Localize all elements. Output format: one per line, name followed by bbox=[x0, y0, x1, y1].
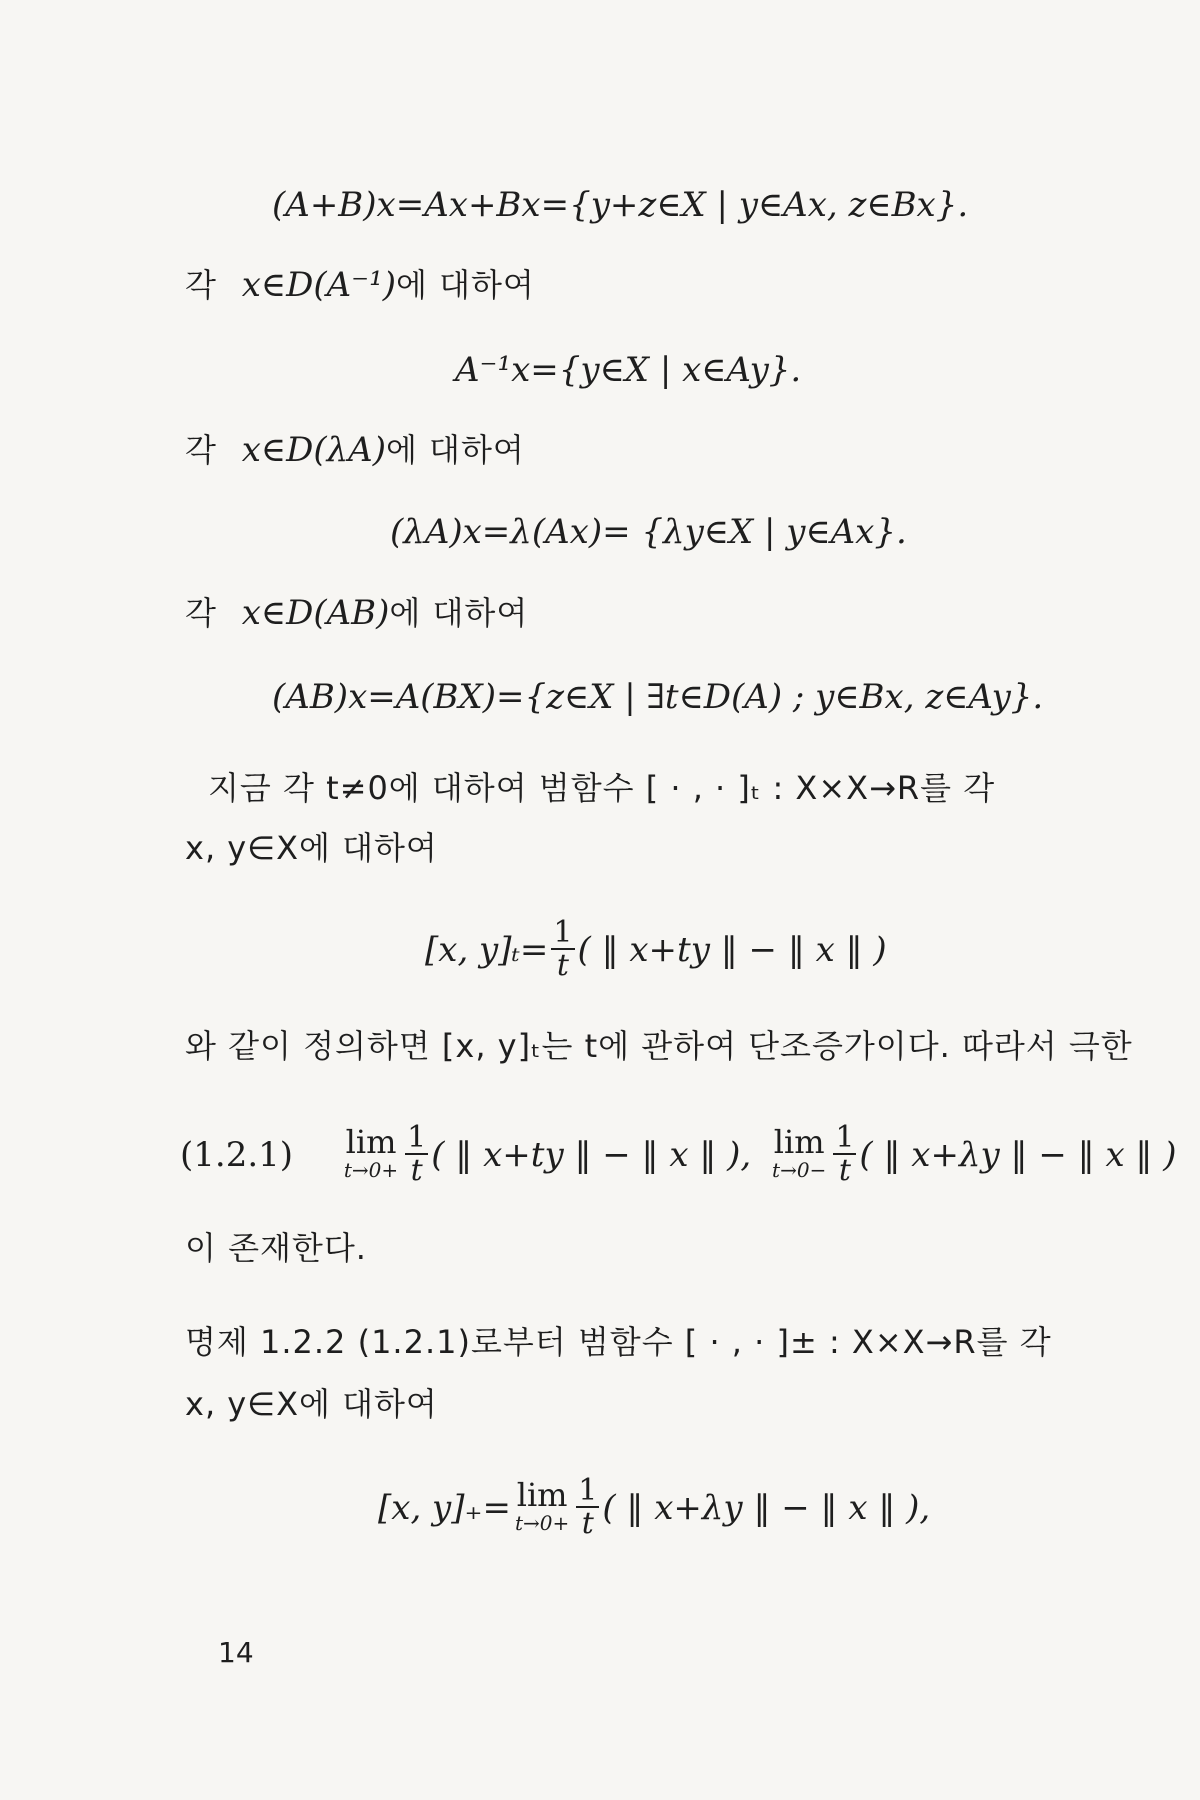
paragraph-definition-cont: x, y∈X에 대하여 bbox=[185, 829, 438, 867]
text-line-product-domain bbox=[185, 593, 529, 633]
lim-text: lim bbox=[516, 1476, 568, 1514]
fraction bbox=[551, 915, 574, 983]
limit-operator-minus bbox=[772, 1123, 827, 1183]
paragraph-existence: 이 존재한다. bbox=[185, 1229, 367, 1267]
limit-operator-plus bbox=[343, 1123, 399, 1183]
fraction bbox=[833, 1120, 856, 1188]
math-expression: x∈D(A⁻¹) bbox=[241, 265, 396, 305]
lim-subscript: t→0− bbox=[772, 1158, 827, 1183]
fraction-denominator: t bbox=[581, 1506, 594, 1541]
equation-bracket-t bbox=[425, 915, 887, 984]
lim-subscript: t→0+ bbox=[514, 1511, 570, 1536]
fraction-numerator: 1 bbox=[553, 915, 573, 950]
lim-text: lim bbox=[345, 1123, 397, 1161]
fraction-denominator: t bbox=[410, 1153, 423, 1188]
korean-word: 각 bbox=[185, 266, 217, 304]
equation-inverse-operator: A⁻¹x={y∈X | x∈Ay}. bbox=[455, 350, 802, 390]
equation-product-operator: (AB)x=A(BX)={z∈X | ∃t∈D(A) ; y∈Bx, z∈Ay}. bbox=[272, 677, 1044, 717]
equation-sum-operator: (A+B)x=Ax+Bx={y+z∈X | y∈Ax, z∈Bx}. bbox=[272, 185, 969, 225]
paragraph-monotone: 와 같이 정의하면 [x, y]ₜ는 t에 관하여 단조증가이다. 따라서 극한 bbox=[185, 1027, 1133, 1065]
paragraph-definition-start: 지금 각 t≠0에 대하여 범함수 [ · , · ]ₜ : X×X→R를 각 bbox=[208, 769, 996, 807]
korean-text: 에 대하여 bbox=[389, 594, 529, 632]
equation-label: (1.2.1) bbox=[180, 1134, 294, 1175]
korean-word: 각 bbox=[185, 594, 217, 632]
bracket-left: [x, y]ₜ= bbox=[425, 929, 549, 970]
korean-text: 에 대하여 bbox=[385, 431, 525, 469]
fraction-denominator: t bbox=[556, 948, 569, 983]
limit-operator-plus bbox=[514, 1476, 570, 1536]
korean-word: 각 bbox=[185, 431, 217, 469]
fraction-denominator: t bbox=[838, 1153, 851, 1188]
page-number: 14 bbox=[218, 1636, 254, 1669]
fraction bbox=[576, 1473, 599, 1541]
proposition-heading: 명제 1.2.2 (1.2.1)로부터 범함수 [ · , · ]± : X×X→R를 각 bbox=[185, 1323, 1052, 1361]
math-expression: x∈D(AB) bbox=[241, 593, 390, 633]
text-line-inverse-domain bbox=[185, 265, 535, 305]
norm-difference: ( ‖ x+λy ‖ − ‖ x ‖ ), bbox=[602, 1487, 931, 1528]
bracket-left: [x, y]₊= bbox=[378, 1487, 511, 1528]
equation-bracket-plus bbox=[378, 1473, 931, 1542]
equation-1-2-1 bbox=[180, 1120, 1177, 1189]
fraction-numerator: 1 bbox=[578, 1473, 598, 1508]
fraction-numerator: 1 bbox=[835, 1120, 855, 1155]
korean-text: 에 대하여 bbox=[396, 266, 535, 304]
norm-difference: ( ‖ x+λy ‖ − ‖ x ‖ ) bbox=[859, 1134, 1177, 1175]
fraction-numerator: 1 bbox=[407, 1120, 427, 1155]
equation-scalar-operator: (λA)x=λ(Ax)= {λy∈X | y∈Ax}. bbox=[390, 512, 907, 552]
lim-subscript: t→0+ bbox=[343, 1158, 399, 1183]
proposition-cont: x, y∈X에 대하여 bbox=[185, 1385, 438, 1423]
text-line-scalar-domain bbox=[185, 430, 525, 470]
math-expression: x∈D(λA) bbox=[241, 430, 386, 470]
lim-text: lim bbox=[773, 1123, 825, 1161]
fraction bbox=[405, 1120, 428, 1188]
norm-difference: ( ‖ x+ty ‖ − ‖ x ‖ ), bbox=[431, 1134, 752, 1175]
norm-difference: ( ‖ x+ty ‖ − ‖ x ‖ ) bbox=[577, 929, 887, 970]
